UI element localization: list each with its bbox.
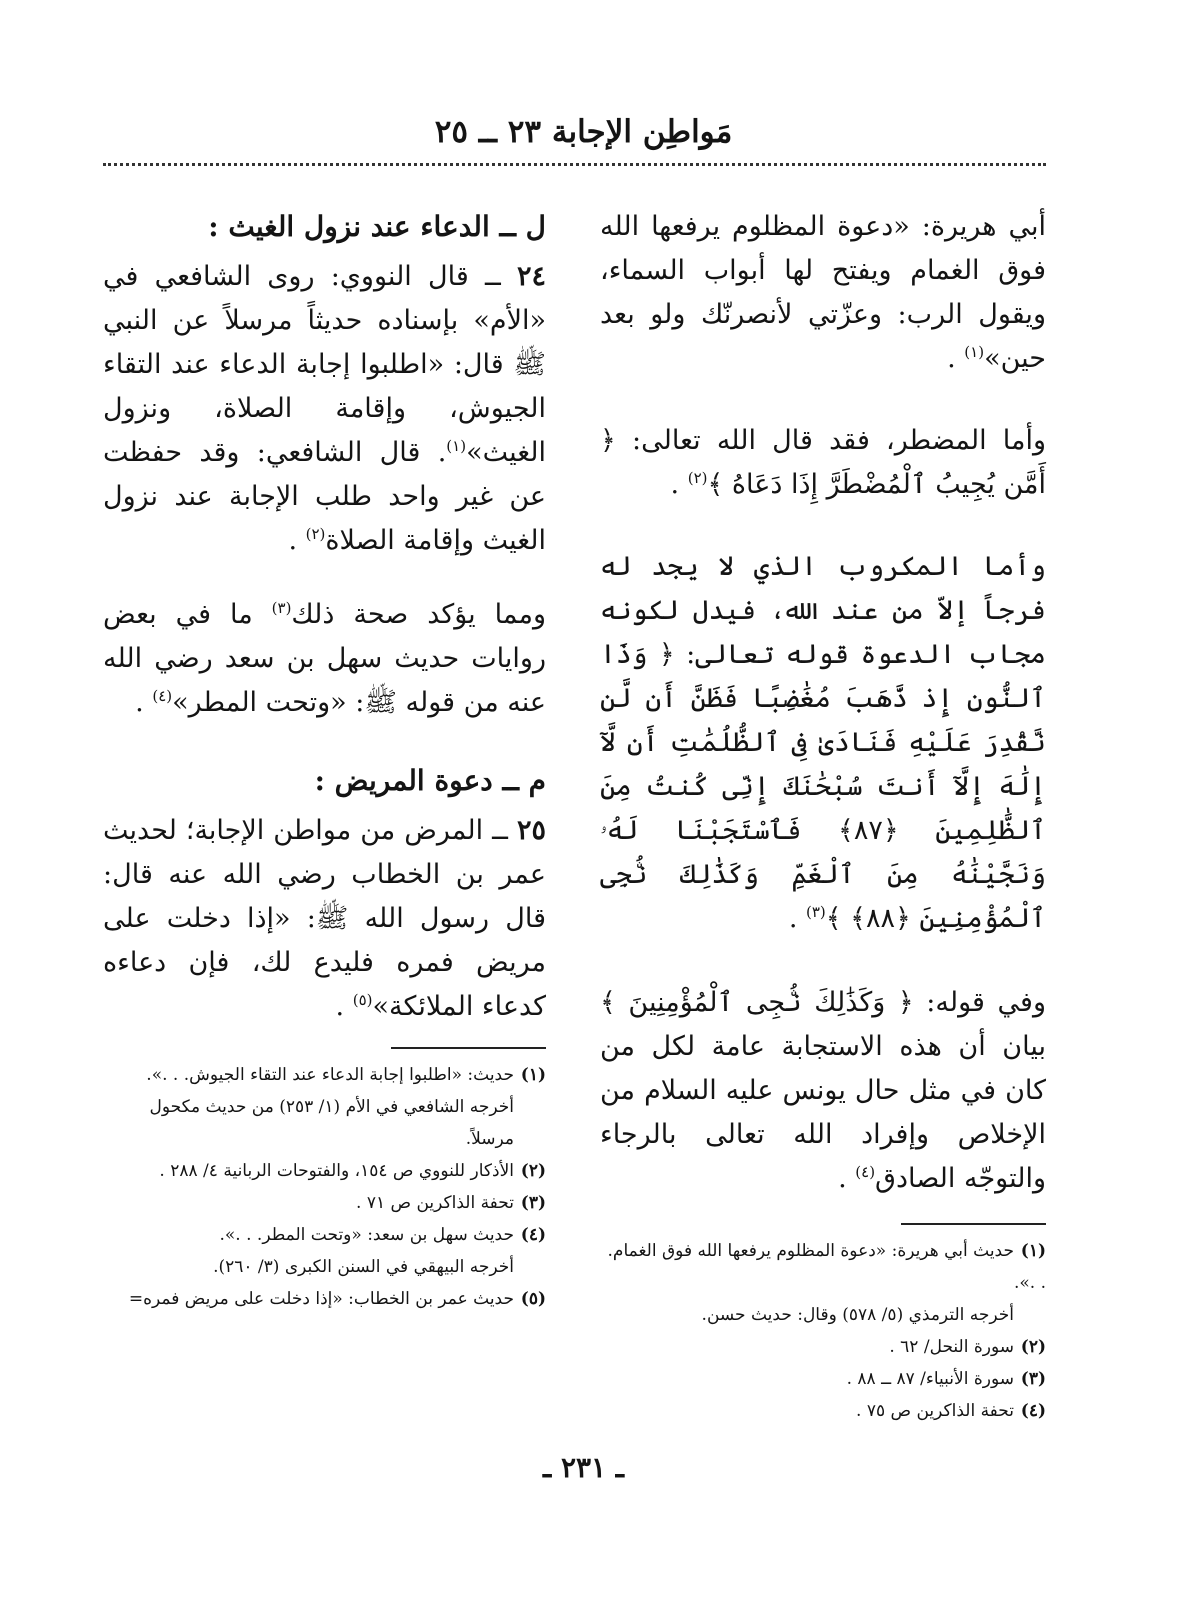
footnote-marker: (٤)	[152, 687, 173, 705]
paragraph-text: ــ قال النووي: روى الشافعي في «الأم» بإسناده حديثاً مرسلاً عن النبي ﷺ قال: «اطلبوا إجابة الدعاء عند التقاء الجيوش، وإقامة الصلاة، ونزول الغيث»	[103, 261, 546, 468]
paragraph-end: .	[788, 903, 798, 934]
paragraph	[600, 981, 1046, 1201]
footnote	[103, 1251, 546, 1283]
footnote	[600, 1363, 1046, 1395]
paragraph	[600, 545, 1046, 941]
paragraph-end: .	[947, 343, 956, 374]
footnote	[103, 1059, 546, 1091]
paragraph-text: . قال الشافعي: وقد حفظت عن غير واحد طلب الإجابة عند نزول الغيث وإقامة الصلاة	[103, 437, 546, 556]
footnote-text: حديث سهل بن سعد: «وتحت المطر. . .».	[219, 1225, 514, 1245]
header-dotted-rule	[103, 163, 1046, 166]
footnote-text: أخرجه الترمذي (٥/ ٥٧٨) وقال: حديث حسن.	[701, 1305, 1014, 1325]
footnote	[600, 1235, 1046, 1299]
footnote	[600, 1331, 1046, 1363]
footnote-number: (٤)	[520, 1225, 546, 1245]
footnote	[103, 1091, 546, 1155]
footnote-text: أخرجه الشافعي في الأم (١/ ٢٥٣) من حديث مكحول مرسلاً.	[149, 1097, 514, 1149]
page-number-text: ـ ٢٣١ ـ	[542, 1451, 625, 1484]
footnote-text: تحفة الذاكرين ص ٧١ .	[356, 1193, 514, 1213]
footnote	[103, 1219, 546, 1251]
footnote-text: حديث أبي هريرة: «دعوة المظلوم يرفعها الله فوق الغمام. . .».	[607, 1241, 1046, 1293]
footnote-text: حديث عمر بن الخطاب: «إذا دخلت على مريض فمره=	[128, 1289, 514, 1309]
paragraph-end: .	[670, 469, 680, 500]
footnote	[103, 1155, 546, 1187]
footnote-text: أخرجه البيهقي في السنن الكبرى (٣/ ٢٦٠).	[213, 1257, 514, 1277]
footnote-text: سورة الأنبياء/ ٨٧ ــ ٨٨ .	[846, 1369, 1014, 1389]
paragraph-text: وأما المضطر، فقد قال الله تعالى: ﴿ أَمَّن يُجِيبُ ٱلْمُضْطَرَّ إِذَا دَعَاهُ ﴾	[600, 425, 1046, 500]
footnote-marker: (٤)	[855, 1163, 876, 1181]
footnote	[600, 1299, 1046, 1331]
footnote	[600, 1395, 1046, 1427]
section-heading: م ــ دعوة المريض :	[314, 764, 546, 797]
paragraph	[103, 255, 546, 563]
section-heading: ل ــ الدعاء عند نزول الغيث :	[208, 210, 546, 243]
footnote-number: (٣)	[520, 1193, 546, 1213]
paragraph-end: .	[135, 687, 144, 718]
footnote	[103, 1283, 546, 1315]
footnote-marker: (٢)	[305, 525, 326, 543]
footnote-number: (١)	[520, 1065, 546, 1085]
paragraph-text: ما في بعض روايات حديث سهل بن سعد رضي الله عنه من قوله ﷺ: «وتحت المطر»	[103, 599, 546, 718]
running-header	[0, 112, 1177, 152]
paragraph-end: .	[335, 991, 345, 1022]
right-column	[600, 205, 1046, 1427]
paragraph-text: وأما المكروب الذي لا يجد له فرجاً إلاّ من عند الله، فيدل لكونه مجاب الدعوة قوله تعالى: ﴿ وَذَا ٱلنُّونِ إِذ ذَّهَبَ مُغَٰضِبًا فَظَنَّ أَن لَّن نَّقْدِرَ عَلَيْهِ فَنَادَىٰ فِى ٱلظُّلُمَٰتِ أَن لَّآ إِلَٰهَ إِلَّآ أَنتَ سُبْحَٰنَكَ إِنِّى كُنتُ مِنَ ٱلظَّٰلِمِينَ ﴿٨٧﴾ فَٱسْتَجَبْنَا لَهُۥ وَنَجَّيْنَٰهُ مِنَ ٱلْغَمِّ وَكَذَٰلِكَ نُۨجِى ٱلْمُؤْمِنِينَ ﴿٨٨﴾ ﴾	[600, 551, 1046, 934]
paragraph	[600, 419, 1046, 507]
footnote-number: (٣)	[1020, 1369, 1046, 1389]
page-number	[0, 1448, 1177, 1488]
footnote-marker: (١)	[446, 437, 467, 455]
paragraph-text: أبي هريرة: «دعوة المظلوم يرفعها الله فوق الغمام ويفتح لها أبواب السماء، ويقول الرب: وعزّتي لأنصرنّك ولو بعد حين»	[600, 211, 1046, 374]
footnote-text: الأذكار للنووي ص ١٥٤، والفتوحات الربانية ٤/ ٢٨٨ .	[159, 1161, 514, 1181]
footnote-number: (٢)	[520, 1161, 546, 1181]
footnote-marker: (٢)	[687, 469, 708, 487]
paragraph-end: .	[838, 1163, 847, 1194]
footnote-number: (٥)	[520, 1289, 546, 1309]
footnote-marker: (٣)	[271, 599, 292, 617]
footnote	[103, 1187, 546, 1219]
footnote-number: (٤)	[1020, 1401, 1046, 1421]
header-title: مَواطِن الإجابة ٢٣ ــ ٢٥	[434, 114, 733, 150]
footnote-marker: (٥)	[352, 991, 373, 1009]
item-number: ٢٥	[516, 815, 546, 846]
footnote-marker: (١)	[964, 343, 985, 361]
paragraph	[103, 809, 546, 1029]
paragraph-text: ومما يؤكد صحة ذلك	[291, 599, 546, 630]
footnote-number: (١)	[1020, 1241, 1046, 1261]
footnote-number: (٢)	[1020, 1337, 1046, 1357]
footnote-text: تحفة الذاكرين ص ٧٥ .	[856, 1401, 1014, 1421]
item-number: ٢٤	[516, 261, 546, 292]
footnote-marker: (٣)	[806, 903, 826, 921]
paragraph	[600, 205, 1046, 381]
paragraph	[103, 593, 546, 725]
footnote-text: سورة النحل/ ٦٢ .	[889, 1337, 1014, 1357]
paragraph-text: وفي قوله: ﴿ وَكَذَٰلِكَ نُۨجِى ٱلْمُؤْمِنِينَ ﴾ بيان أن هذه الاستجابة عامة لكل من كان في مثل حال يونس عليه السلام من الإخلاص وإفراد الله تعالى بالرجاء والتوجّه الصادق	[600, 987, 1046, 1194]
paragraph-text: ــ المرض من مواطن الإجابة؛ لحديث عمر بن الخطاب رضي الله عنه قال: قال رسول الله ﷺ: «إذا دخلت على مريض فمره فليدع لك، فإن دعاءه كدعاء الملائكة»	[103, 815, 546, 1022]
footnote-text: حديث: «اطلبوا إجابة الدعاء عند التقاء الجيوش. . .».	[146, 1065, 514, 1085]
left-column	[103, 205, 546, 1315]
paragraph-end: .	[288, 525, 298, 556]
